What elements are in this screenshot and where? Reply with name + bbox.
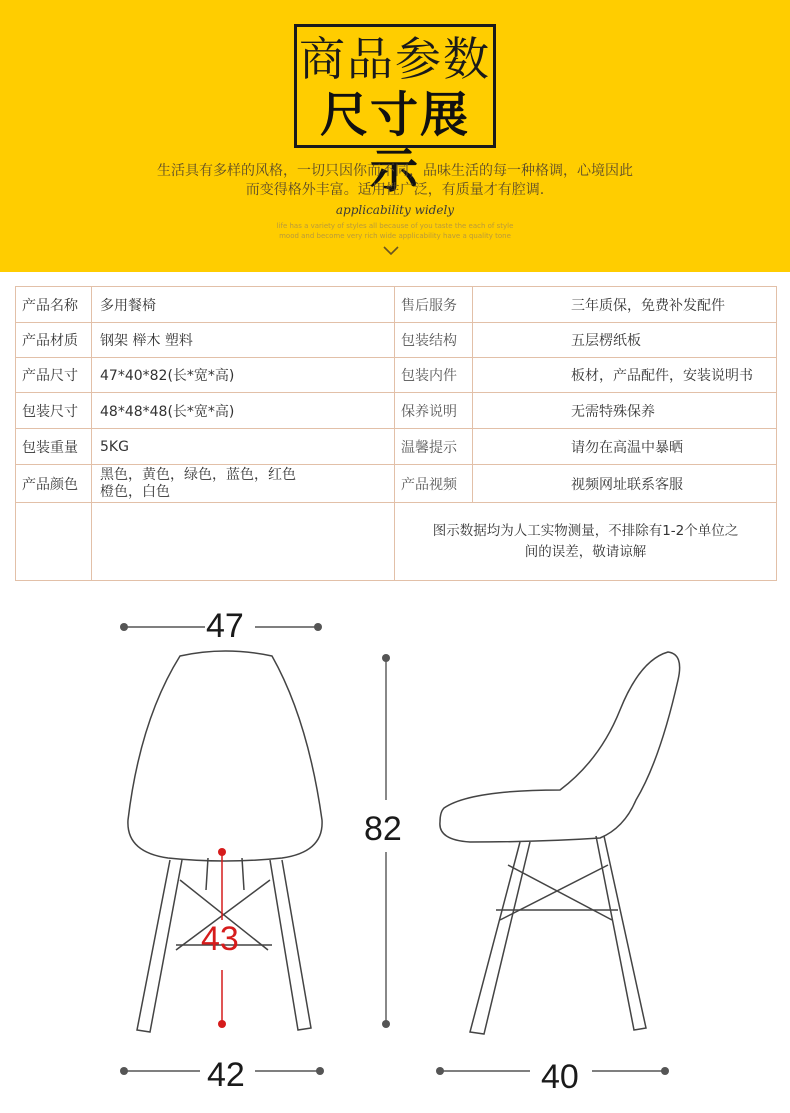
spec-value: 多用餐椅 bbox=[92, 287, 395, 323]
tiny-text-2: mood and become very rich wide applicability have a quality tone bbox=[279, 232, 511, 240]
spec-label: 包装尺寸 bbox=[16, 393, 92, 429]
title-product-params: 商品参数 bbox=[299, 32, 491, 86]
dimension-top-width: 47 bbox=[206, 607, 244, 645]
empty-cell bbox=[16, 503, 92, 581]
tiny-text-1: life has a variety of styles all because of you taste the each of style bbox=[276, 222, 514, 230]
spec-label: 产品视频 bbox=[395, 465, 473, 503]
dimension-base-width: 42 bbox=[207, 1056, 245, 1094]
spec-label: 包装重量 bbox=[16, 429, 92, 465]
spec-label: 产品材质 bbox=[16, 323, 92, 358]
spec-value-colors bbox=[92, 465, 395, 503]
note-line-2: 间的误差，敬请谅解 bbox=[524, 543, 647, 560]
chevron-down-icon bbox=[383, 245, 399, 257]
spec-label: 售后服务 bbox=[395, 287, 473, 323]
spec-value: 钢架 榉木 塑料 bbox=[92, 323, 395, 358]
measurement-note bbox=[395, 503, 777, 581]
spec-label: 温馨提示 bbox=[395, 429, 473, 465]
spec-value: 三年质保，免费补发配件 bbox=[473, 287, 777, 323]
dimension-depth: 40 bbox=[541, 1058, 579, 1096]
spec-value: 48*48*48(长*宽*高) bbox=[92, 393, 395, 429]
spec-label: 产品名称 bbox=[16, 287, 92, 323]
spec-value: 5KG bbox=[92, 429, 395, 465]
spec-label: 保养说明 bbox=[395, 393, 473, 429]
table-row bbox=[16, 465, 777, 503]
table-row bbox=[16, 323, 777, 358]
chair-side-view bbox=[440, 652, 680, 1034]
table-row bbox=[16, 429, 777, 465]
description-line-1: 生活具有多样的风格，一切只因你而不同，品味生活的每一种格调，心境因此 bbox=[157, 163, 633, 179]
table-row bbox=[16, 393, 777, 429]
table-row bbox=[16, 287, 777, 323]
color-list-line-2: 橙色，白色 bbox=[100, 483, 170, 500]
header-banner bbox=[0, 0, 790, 272]
spec-value: 五层楞纸板 bbox=[473, 323, 777, 358]
spec-value: 无需特殊保养 bbox=[473, 393, 777, 429]
chair-dimension-drawing bbox=[0, 590, 790, 1113]
spec-label: 产品颜色 bbox=[16, 465, 92, 503]
dimension-height: 82 bbox=[364, 810, 402, 848]
dimension-seat-height: 43 bbox=[201, 920, 239, 958]
spec-table bbox=[15, 286, 777, 581]
table-row bbox=[16, 503, 777, 581]
spec-label: 包装内件 bbox=[395, 358, 473, 393]
spec-value: 47*40*82(长*宽*高) bbox=[92, 358, 395, 393]
spec-value: 请勿在高温中暴晒 bbox=[473, 429, 777, 465]
spec-label: 包装结构 bbox=[395, 323, 473, 358]
color-list-line-1: 黑色，黄色，绿色，蓝色，红色 bbox=[100, 466, 296, 483]
note-line-1: 图示数据均为人工实物测量，不排除有1-2个单位之 bbox=[432, 522, 739, 539]
spec-label: 产品尺寸 bbox=[16, 358, 92, 393]
chair-front-view bbox=[128, 651, 322, 1032]
title-size-display: 尺寸展示 bbox=[319, 87, 470, 199]
spec-value: 视频网址联系客服 bbox=[473, 465, 777, 503]
spec-value: 板材，产品配件，安装说明书 bbox=[473, 358, 777, 393]
empty-cell bbox=[92, 503, 395, 581]
description-line-2: 而变得格外丰富。适用性广泛，有质量才有腔调. bbox=[245, 182, 545, 198]
script-slogan: applicability widely bbox=[335, 203, 455, 217]
table-row bbox=[16, 358, 777, 393]
